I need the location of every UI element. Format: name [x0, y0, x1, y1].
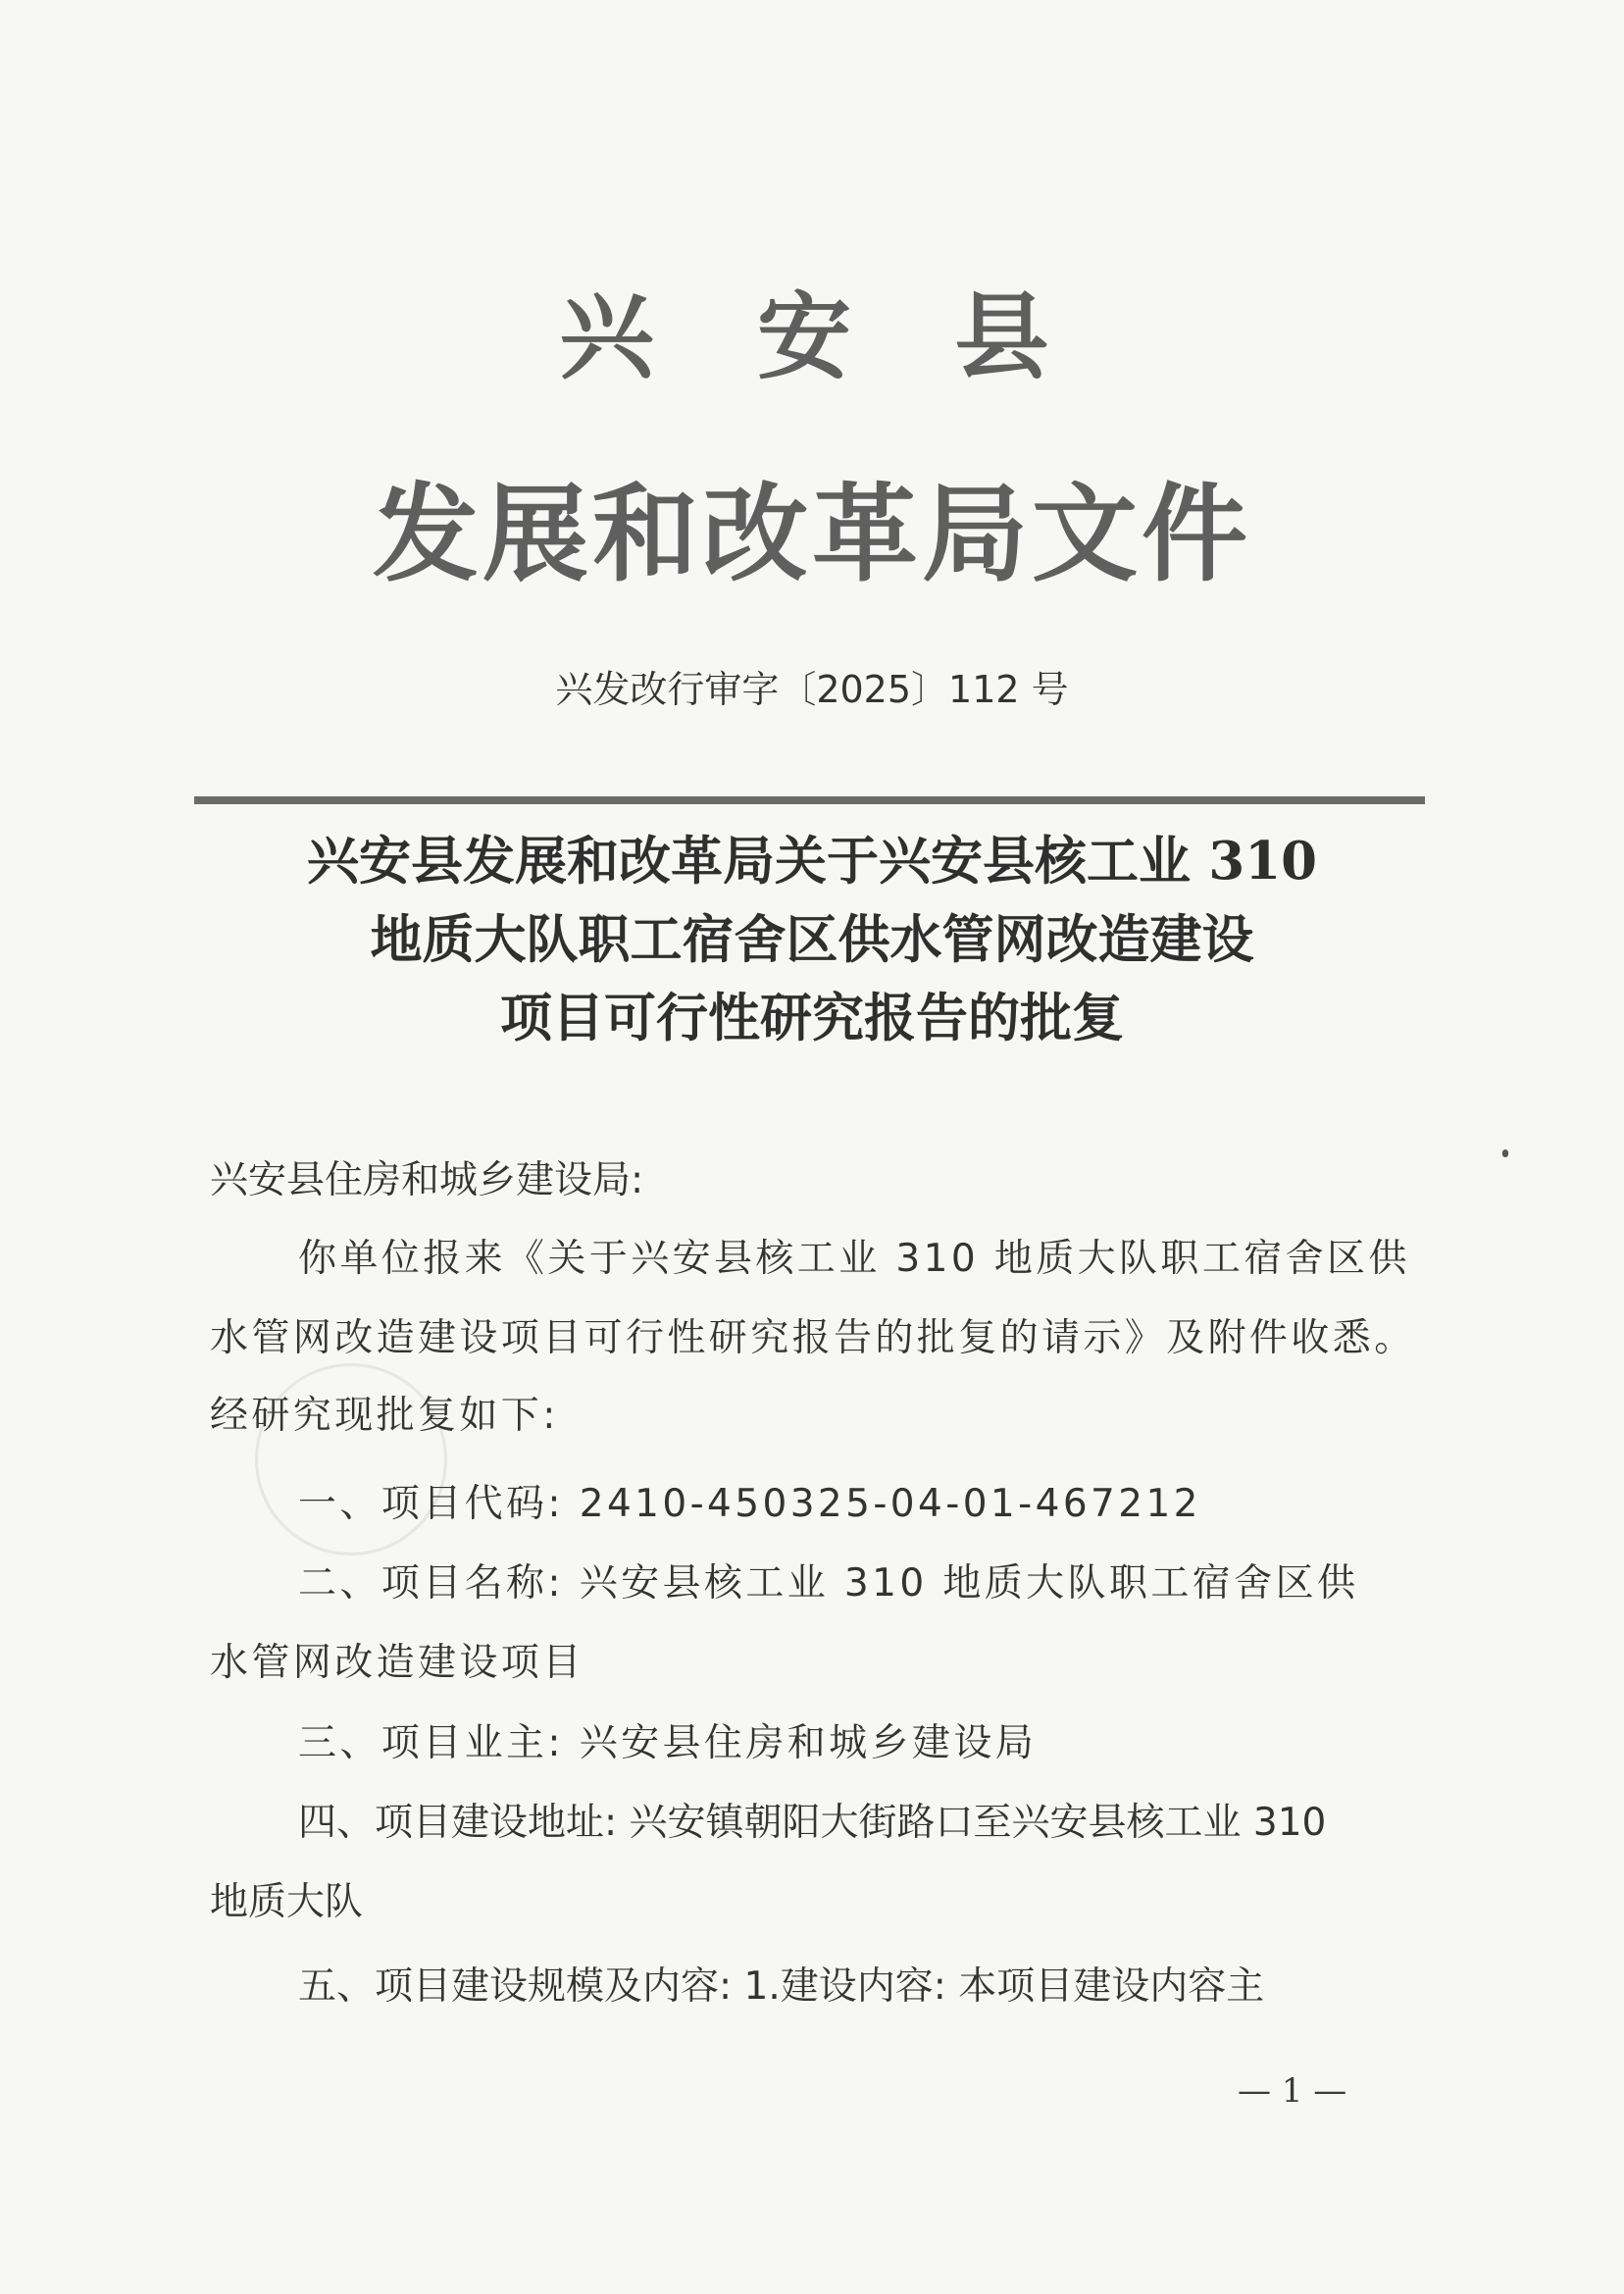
title-line-2: 地质大队职工宿舍区供水管网改造建设: [370, 909, 1254, 970]
recipient: 兴安县住房和城乡建设局:: [210, 1158, 644, 1202]
item-project-code: 一、项目代码: 2410-450325-04-01-467212: [298, 1482, 1201, 1526]
intro-line-1: 你单位报来《关于兴安县核工业 310 地质大队职工宿舍区供: [298, 1237, 1410, 1281]
title-line-3: 项目可行性研究报告的批复: [500, 988, 1124, 1048]
document-title: [0, 822, 1624, 1057]
intro-line-2: 水管网改造建设项目可行性研究报告的批复的请示》及附件收悉。: [210, 1316, 1416, 1360]
intro-line-3: 经研究现批复如下:: [210, 1394, 559, 1438]
header-county: 兴 安 县: [559, 281, 1085, 392]
item-project-address-line-2: 地质大队: [210, 1880, 364, 1924]
header-agency: 发展和改革局文件: [372, 473, 1251, 596]
item-project-address-line-1: 四、项目建设地址: 兴安镇朝阳大街路口至兴安县核工业 310: [298, 1801, 1327, 1845]
title-line-1: 兴安县发展和改革局关于兴安县核工业 310: [306, 831, 1318, 892]
scan-speck: [1502, 1149, 1508, 1157]
item-project-scale-line-1: 五、项目建设规模及内容: 1.建设内容: 本项目建设内容主: [298, 1964, 1265, 2009]
item-project-name-line-2: 水管网改造建设项目: [210, 1641, 584, 1685]
header-divider: [194, 796, 1425, 804]
item-project-name-line-1: 二、项目名称: 兴安县核工业 310 地质大队职工宿舍区供: [298, 1561, 1359, 1606]
page-number: — 1 —: [1238, 2071, 1347, 2111]
document-number: 兴发改行审字〔2025〕112 号: [555, 668, 1069, 711]
item-project-owner: 三、项目业主: 兴安县住房和城乡建设局: [298, 1721, 1038, 1765]
